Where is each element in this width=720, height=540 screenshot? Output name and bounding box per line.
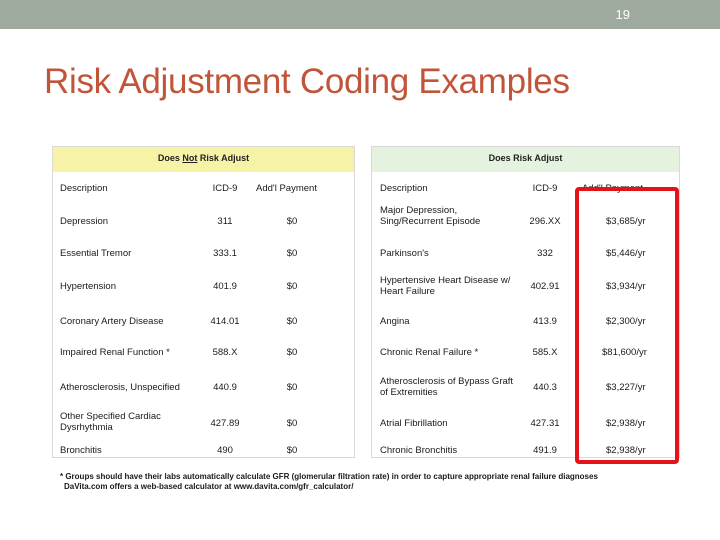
payment-highlight-box (575, 187, 679, 464)
slide-title: Risk Adjustment Coding Examples (44, 62, 570, 101)
table-row-icd9: 401.9 (213, 281, 237, 292)
table-row-icd9: 585.X (532, 347, 558, 358)
slide-number: 19 (615, 7, 630, 22)
right-col-icd9: ICD-9 (532, 183, 558, 194)
table-row-description: Parkinson's (380, 248, 429, 259)
table-row-icd9: 402.91 (530, 281, 560, 292)
table-row-description: Depression (60, 216, 109, 227)
table-row-payment: $0 (286, 445, 298, 456)
table-row-icd9: 311 (217, 216, 233, 227)
right-col-payment: Add'l Payment (582, 183, 643, 194)
table-row-payment: $3,934/yr (606, 281, 646, 292)
table-row-payment: $0 (286, 418, 298, 429)
table-row-description: Bronchitis (60, 445, 102, 456)
right-table-header: Does Risk Adjust (372, 147, 679, 172)
table-row-payment: $3,227/yr (606, 382, 646, 393)
coding-examples-figure (52, 141, 682, 496)
does-not-risk-adjust-table (52, 146, 355, 458)
right-col-description: Description (380, 183, 428, 194)
left-col-description: Description (60, 183, 108, 194)
table-row-icd9: 427.89 (210, 418, 240, 429)
table-row-icd9: 427.31 (530, 418, 560, 429)
table-row-description: Atherosclerosis of Bypass Graft of Extremities (380, 376, 514, 398)
table-row-payment: $5,446/yr (606, 248, 646, 259)
table-row-payment: $0 (286, 281, 298, 292)
table-row-description: Hypertensive Heart Disease w/ Heart Failure (380, 275, 511, 297)
table-row-payment: $0 (286, 347, 298, 358)
table-row-description: Chronic Renal Failure * (380, 347, 479, 358)
left-col-payment: Add'l Payment (256, 183, 317, 194)
table-row-payment: $81,600/yr (602, 347, 647, 358)
table-row-icd9: 440.9 (213, 382, 237, 393)
table-row-icd9: 491.9 (533, 445, 557, 456)
table-row-icd9: 490 (217, 445, 233, 456)
table-row-icd9: 296.XX (529, 216, 561, 227)
table-row-description: Essential Tremor (60, 248, 132, 259)
footnote-line-2: DaVita.com offers a web-based calculator at www.davita.com/gfr_calculator/ (64, 482, 354, 491)
table-row-payment: $0 (286, 316, 298, 327)
table-row-description: Angina (380, 316, 410, 327)
table-row-description: Hypertension (60, 281, 116, 292)
table-row-payment: $0 (286, 382, 298, 393)
table-row-description: Atherosclerosis, Unspecified (60, 382, 180, 393)
table-row-description: Other Specified Cardiac Dysrhythmia (60, 411, 161, 433)
table-row-description: Impaired Renal Function * (60, 347, 170, 358)
table-row-icd9: 414.01 (210, 316, 240, 327)
table-row-description: Chronic Bronchitis (380, 445, 458, 456)
table-row-icd9: 332 (537, 248, 553, 259)
top-bar (0, 0, 720, 29)
left-table-header: Does Not Risk Adjust (53, 147, 354, 172)
table-row-description: Coronary Artery Disease (60, 316, 164, 327)
table-row-payment: $3,685/yr (606, 216, 646, 227)
footnote-line-1: * Groups should have their labs automatically calculate GFR (glomerular filtration rate) in order to capture appropriate renal failure diagnoses (60, 472, 598, 481)
table-row-icd9: 333.1 (213, 248, 237, 259)
table-row-payment: $0 (286, 248, 298, 259)
left-col-icd9: ICD-9 (212, 183, 238, 194)
table-row-payment: $0 (286, 216, 298, 227)
table-row-payment: $2,300/yr (606, 316, 646, 327)
table-row-payment: $2,938/yr (606, 445, 646, 456)
footnote (60, 472, 680, 492)
table-row-description: Atrial Fibrillation (380, 418, 448, 429)
table-row-description: Major Depression, Sing/Recurrent Episode (380, 205, 481, 227)
table-row-icd9: 413.9 (533, 316, 557, 327)
table-row-icd9: 440.3 (533, 382, 557, 393)
table-row-payment: $2,938/yr (606, 418, 646, 429)
table-row-icd9: 588.X (212, 347, 238, 358)
